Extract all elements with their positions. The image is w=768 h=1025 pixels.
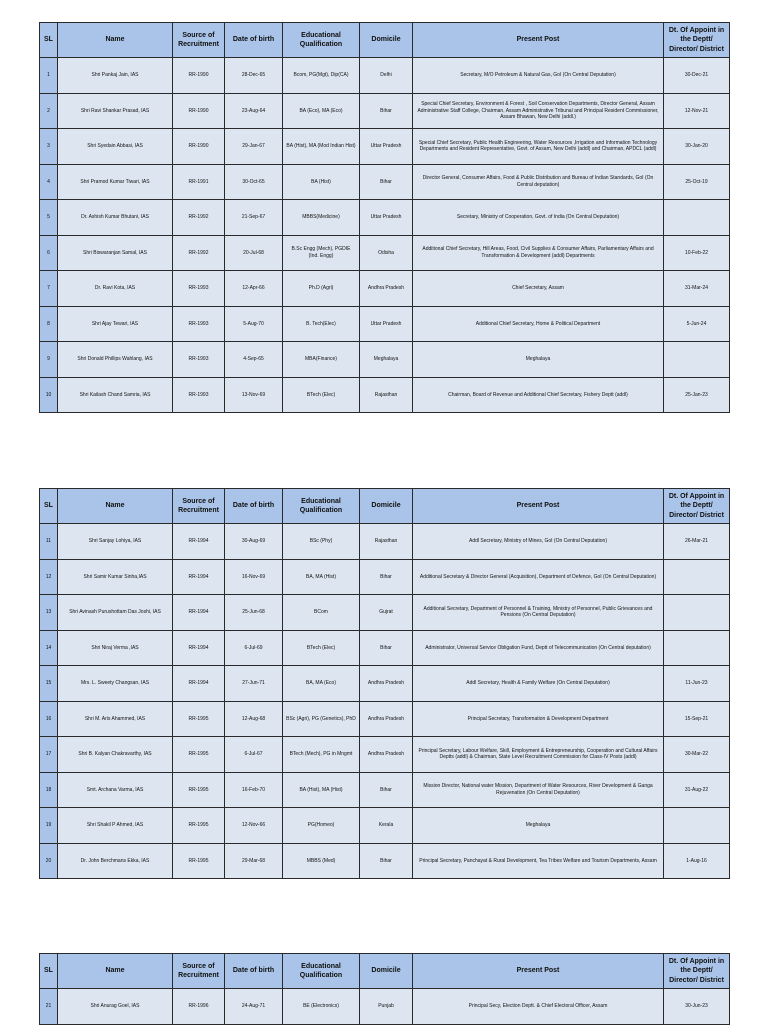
cell-domicile: Bihar <box>360 630 413 666</box>
cell-edu: BSc (Agri), PG (Genetics), PhD <box>283 701 360 737</box>
table-row <box>40 843 730 879</box>
cell-name: Dr. John Berchmans Ekka, IAS <box>58 843 173 879</box>
cell-name: Shri Biswaranjan Samal, IAS <box>58 235 173 271</box>
table-row <box>40 808 730 844</box>
cell-appoint <box>664 630 730 666</box>
cell-sl: 4 <box>40 164 58 200</box>
cell-edu: BA, MA (Eco) <box>283 666 360 702</box>
cell-name: Dr. Ashish Kumar Bhutani, IAS <box>58 200 173 236</box>
header-appoint: Dt. Of Appoint in the Deptt/ Director/ District <box>664 23 730 58</box>
cell-post: Addl Secretary, Health & Family Welfare (On Central Deputation) <box>413 666 664 702</box>
cell-source: RR-1993 <box>173 342 225 378</box>
cell-name: Shri Shakil P Ahmed, IAS <box>58 808 173 844</box>
header-domicile: Domicile <box>360 954 413 989</box>
cell-post: Principal Secretary, Panchayat & Rural Development, Tea Tribes Welfare and Tourism Departments, Assam <box>413 843 664 879</box>
cell-domicile: Kerala <box>360 808 413 844</box>
table-row <box>40 630 730 666</box>
header-name: Name <box>58 489 173 524</box>
table-row <box>40 772 730 808</box>
cell-domicile: Andhra Pradesh <box>360 666 413 702</box>
cell-name: Mrs. L. Sweety Changsan, IAS <box>58 666 173 702</box>
cell-appoint <box>664 559 730 595</box>
cell-domicile: Bihar <box>360 772 413 808</box>
header-dob: Date of birth <box>225 954 283 989</box>
table-row <box>40 235 730 271</box>
cell-dob: 24-Aug-71 <box>225 989 283 1025</box>
cell-sl: 2 <box>40 93 58 129</box>
cell-name: Shri Ravi Shankar Prasad, IAS <box>58 93 173 129</box>
cell-source: RR-1993 <box>173 306 225 342</box>
cell-source: RR-1995 <box>173 701 225 737</box>
cell-domicile: Punjab <box>360 989 413 1025</box>
cell-edu: BTech (Mech), PG in Mngmt <box>283 737 360 773</box>
cell-dob: 23-Aug-64 <box>225 93 283 129</box>
cell-source: RR-1995 <box>173 808 225 844</box>
cell-appoint: 26-Mar-21 <box>664 524 730 560</box>
table-row <box>40 93 730 129</box>
cell-dob: 16-Feb-70 <box>225 772 283 808</box>
header-sl: SL <box>40 23 58 58</box>
cell-sl: 15 <box>40 666 58 702</box>
cell-source: RR-1996 <box>173 989 225 1025</box>
cell-post: Chairman, Board of Revenue and Additional Chief Secretary, Fishery Deptt (addl) <box>413 377 664 413</box>
cell-domicile: Uttar Pradesh <box>360 200 413 236</box>
table-row <box>40 129 730 165</box>
table-row <box>40 989 730 1025</box>
header-sl: SL <box>40 489 58 524</box>
officers-table-1 <box>39 22 730 413</box>
cell-edu: BSc (Phy) <box>283 524 360 560</box>
cell-appoint <box>664 200 730 236</box>
cell-edu: MBBS (Med) <box>283 843 360 879</box>
cell-post: Meghalaya <box>413 342 664 378</box>
cell-sl: 13 <box>40 595 58 631</box>
cell-sl: 6 <box>40 235 58 271</box>
cell-name: Shri M. Aris Ahammed, IAS <box>58 701 173 737</box>
header-row <box>40 954 730 989</box>
cell-dob: 12-Nov-66 <box>225 808 283 844</box>
cell-sl: 5 <box>40 200 58 236</box>
cell-dob: 30-Aug-69 <box>225 524 283 560</box>
header-post: Present Post <box>413 954 664 989</box>
cell-edu: Ph.D (Agri) <box>283 271 360 307</box>
cell-edu: Bcom, PG(Mgt), Dip(CA) <box>283 58 360 94</box>
cell-appoint: 1-Aug-16 <box>664 843 730 879</box>
table-row <box>40 377 730 413</box>
cell-dob: 25-Jun-68 <box>225 595 283 631</box>
cell-sl: 19 <box>40 808 58 844</box>
cell-sl: 17 <box>40 737 58 773</box>
cell-post: Additional Chief Secretary, Home & Political Department <box>413 306 664 342</box>
cell-source: RR-1994 <box>173 559 225 595</box>
cell-post: Addl Secretary, Ministry of Mines, GoI (On Central Deputation) <box>413 524 664 560</box>
cell-post: Mission Director, National water Mission, Department of Water Resources, River Development & Ganga Rejuvenation (On Central Deputation) <box>413 772 664 808</box>
cell-edu: MBBS(Medicine) <box>283 200 360 236</box>
cell-dob: 6-Jul-67 <box>225 737 283 773</box>
cell-edu: BA (Hist) <box>283 164 360 200</box>
cell-sl: 16 <box>40 701 58 737</box>
header-name: Name <box>58 23 173 58</box>
table-row <box>40 666 730 702</box>
cell-dob: 4-Sep-65 <box>225 342 283 378</box>
cell-name: Shri Donald Phillips Wahlang, IAS <box>58 342 173 378</box>
officers-table-2 <box>39 488 730 879</box>
cell-dob: 27-Jun-71 <box>225 666 283 702</box>
cell-domicile: Andhra Pradesh <box>360 701 413 737</box>
cell-domicile: Andhra Pradesh <box>360 271 413 307</box>
cell-name: Shri Samir Kumar Sinha,IAS <box>58 559 173 595</box>
cell-name: Shri Anurag Goel, IAS <box>58 989 173 1025</box>
cell-edu: BTech (Elec) <box>283 377 360 413</box>
cell-source: RR-1990 <box>173 93 225 129</box>
header-edu: Educational Qualification <box>283 489 360 524</box>
cell-appoint: 15-Sep-21 <box>664 701 730 737</box>
cell-dob: 29-Jan-67 <box>225 129 283 165</box>
cell-domicile: Bihar <box>360 164 413 200</box>
header-sl: SL <box>40 954 58 989</box>
cell-domicile: Gujrat <box>360 595 413 631</box>
header-post: Present Post <box>413 23 664 58</box>
cell-dob: 21-Sep-67 <box>225 200 283 236</box>
cell-post: Administrator, Universal Service Obligation Fund, Deptt of Telecommunication (On Central deputation) <box>413 630 664 666</box>
cell-name: Smt. Archana Varma, IAS <box>58 772 173 808</box>
cell-name: Shri Sanjay Lohiya, IAS <box>58 524 173 560</box>
header-edu: Educational Qualification <box>283 954 360 989</box>
cell-post: Director General, Consumer Affairs, Food & Public Distribution and Bureau of Indian Standards, GoI (On Central deputation) <box>413 164 664 200</box>
officers-table-3 <box>39 953 730 1025</box>
cell-dob: 12-Aug-68 <box>225 701 283 737</box>
cell-source: RR-1995 <box>173 772 225 808</box>
table-row <box>40 164 730 200</box>
cell-source: RR-1993 <box>173 271 225 307</box>
cell-sl: 1 <box>40 58 58 94</box>
cell-edu: B.Sc Engg (Mech), PGDIE (Ind. Engg) <box>283 235 360 271</box>
table-row <box>40 306 730 342</box>
header-domicile: Domicile <box>360 489 413 524</box>
cell-appoint: 11-Jun-23 <box>664 666 730 702</box>
cell-dob: 12-Apr-66 <box>225 271 283 307</box>
cell-post: Principal Secretary, Transformation & Development Department <box>413 701 664 737</box>
cell-appoint <box>664 595 730 631</box>
cell-dob: 28-Dec-65 <box>225 58 283 94</box>
cell-source: RR-1994 <box>173 524 225 560</box>
cell-dob: 30-Oct-65 <box>225 164 283 200</box>
cell-sl: 12 <box>40 559 58 595</box>
cell-appoint: 12-Nov-21 <box>664 93 730 129</box>
table-row <box>40 342 730 378</box>
table-row <box>40 559 730 595</box>
header-domicile: Domicile <box>360 23 413 58</box>
cell-name: Shri Syedain Abbasi, IAS <box>58 129 173 165</box>
cell-domicile: Bihar <box>360 559 413 595</box>
cell-dob: 29-Mar-68 <box>225 843 283 879</box>
cell-domicile: Meghalaya <box>360 342 413 378</box>
cell-domicile: Delhi <box>360 58 413 94</box>
cell-post: Chief Secretary, Assam <box>413 271 664 307</box>
cell-post: Secretary, M/O Petroleum & Natural Gas, GoI (On Central Deputation) <box>413 58 664 94</box>
cell-dob: 5-Aug-70 <box>225 306 283 342</box>
cell-name: Shri Pankaj Jain, IAS <box>58 58 173 94</box>
table-row <box>40 200 730 236</box>
cell-source: RR-1995 <box>173 737 225 773</box>
cell-sl: 11 <box>40 524 58 560</box>
cell-name: Shri Kailash Chand Samria, IAS <box>58 377 173 413</box>
cell-post: Additional Secretary & Director General (Acquisition), Department of Defence, GoI (On Central Deputation) <box>413 559 664 595</box>
cell-edu: MBA(Finance) <box>283 342 360 378</box>
cell-domicile: Rajasthan <box>360 524 413 560</box>
cell-post: Meghalaya <box>413 808 664 844</box>
cell-edu: BA (Hist), MA (Hist) <box>283 772 360 808</box>
cell-source: RR-1994 <box>173 666 225 702</box>
cell-post: Principal Secy, Election Deptt. & Chief Electoral Officer, Assam <box>413 989 664 1025</box>
table-row <box>40 271 730 307</box>
cell-sl: 18 <box>40 772 58 808</box>
cell-sl: 9 <box>40 342 58 378</box>
cell-domicile: Bihar <box>360 93 413 129</box>
cell-edu: BE (Electronics) <box>283 989 360 1025</box>
table-row <box>40 595 730 631</box>
cell-edu: B. Tech(Elec) <box>283 306 360 342</box>
cell-dob: 20-Jul-68 <box>225 235 283 271</box>
cell-source: RR-1990 <box>173 58 225 94</box>
header-dob: Date of birth <box>225 489 283 524</box>
cell-post: Additional Secretary, Department of Personnel & Training, Ministry of Personnel, Public Grievances and Pensions (On Central Deputation) <box>413 595 664 631</box>
cell-name: Dr. Ravi Kota, IAS <box>58 271 173 307</box>
header-name: Name <box>58 954 173 989</box>
cell-edu: BA, MA (Hist) <box>283 559 360 595</box>
cell-name: Shri Avinash Purushottam Das Joshi, IAS <box>58 595 173 631</box>
cell-domicile: Andhra Pradesh <box>360 737 413 773</box>
table-row <box>40 737 730 773</box>
cell-appoint: 10-Feb-22 <box>664 235 730 271</box>
cell-post: Special Chief Secretary, Environment & Forest , Soil Conservation Departments, Director General, Assam Administrative Staff College, Chairman, Assam Administrative Tribunal and Principal Resident Commissioner, Assam Bhawan, New Delhi (addl.) <box>413 93 664 129</box>
table-row <box>40 58 730 94</box>
cell-sl: 10 <box>40 377 58 413</box>
cell-edu: PG(Homeo) <box>283 808 360 844</box>
header-appoint: Dt. Of Appoint in the Deptt/ Director/ District <box>664 489 730 524</box>
cell-post: Secretary, Ministry of Cooperation, Govt. of India (On Central Deputation) <box>413 200 664 236</box>
cell-source: RR-1990 <box>173 129 225 165</box>
cell-domicile: Uttar Pradesh <box>360 306 413 342</box>
cell-appoint: 30-Dec-21 <box>664 58 730 94</box>
cell-appoint: 31-Mar-24 <box>664 271 730 307</box>
cell-source: RR-1991 <box>173 164 225 200</box>
header-row <box>40 23 730 58</box>
cell-source: RR-1994 <box>173 595 225 631</box>
header-source: Source of Recruitment <box>173 489 225 524</box>
cell-name: Shri Ajay Tewari, IAS <box>58 306 173 342</box>
cell-source: RR-1994 <box>173 630 225 666</box>
cell-source: RR-1992 <box>173 200 225 236</box>
cell-domicile: Bihar <box>360 843 413 879</box>
cell-edu: BA (Eco), MA (Eco) <box>283 93 360 129</box>
cell-appoint: 25-Oct-19 <box>664 164 730 200</box>
cell-appoint: 31-Aug-22 <box>664 772 730 808</box>
cell-sl: 21 <box>40 989 58 1025</box>
cell-sl: 20 <box>40 843 58 879</box>
cell-name: Shri Pramod Kumar Tiwari, IAS <box>58 164 173 200</box>
cell-domicile: Uttar Pradesh <box>360 129 413 165</box>
cell-dob: 16-Nov-69 <box>225 559 283 595</box>
cell-domicile: Odisha <box>360 235 413 271</box>
header-edu: Educational Qualification <box>283 23 360 58</box>
cell-sl: 14 <box>40 630 58 666</box>
header-appoint: Dt. Of Appoint in the Deptt/ Director/ District <box>664 954 730 989</box>
header-row <box>40 489 730 524</box>
header-dob: Date of birth <box>225 23 283 58</box>
cell-name: Shri Niraj Verma ,IAS <box>58 630 173 666</box>
cell-appoint <box>664 808 730 844</box>
cell-appoint <box>664 342 730 378</box>
cell-sl: 8 <box>40 306 58 342</box>
table-row <box>40 701 730 737</box>
cell-edu: BTech (Elec) <box>283 630 360 666</box>
cell-source: RR-1992 <box>173 235 225 271</box>
table-row <box>40 524 730 560</box>
cell-domicile: Rajasthan <box>360 377 413 413</box>
cell-sl: 3 <box>40 129 58 165</box>
header-source: Source of Recruitment <box>173 954 225 989</box>
cell-appoint: 30-Mar-22 <box>664 737 730 773</box>
cell-source: RR-1995 <box>173 843 225 879</box>
cell-post: Additional Chief Secretary, Hill Areas, Food, Civil Supplies & Consumer Affairs, Parliamentary Affairs and Transformation & Development (addl) Departments <box>413 235 664 271</box>
cell-source: RR-1993 <box>173 377 225 413</box>
cell-post: Special Chief Secretary, Public Health Engineering, Water Resources ,Irrigation and Information Technology Departments and Resident Representative, Govt. of Assam, New Delhi (addl) and Chairman, APDCL (addl) <box>413 129 664 165</box>
cell-edu: BA (Hist), MA (Mod Indian Hist) <box>283 129 360 165</box>
cell-edu: BCom <box>283 595 360 631</box>
cell-sl: 7 <box>40 271 58 307</box>
cell-appoint: 25-Jan-23 <box>664 377 730 413</box>
header-source: Source of Recruitment <box>173 23 225 58</box>
cell-post: Principal Secretary, Labour Welfare, Skill, Employment & Entrepreneurship, Cooperation and Cultural Affairs Deptts (addl) & Chairman, State Level Recruitment Commission for Class-IV Posts (addl) <box>413 737 664 773</box>
cell-appoint: 30-Jun-23 <box>664 989 730 1025</box>
cell-dob: 6-Jul-69 <box>225 630 283 666</box>
header-post: Present Post <box>413 489 664 524</box>
cell-appoint: 5-Jun-24 <box>664 306 730 342</box>
cell-appoint: 30-Jan-20 <box>664 129 730 165</box>
cell-dob: 13-Nov-69 <box>225 377 283 413</box>
cell-name: Shri B. Kalyan Chakravarthy, IAS <box>58 737 173 773</box>
